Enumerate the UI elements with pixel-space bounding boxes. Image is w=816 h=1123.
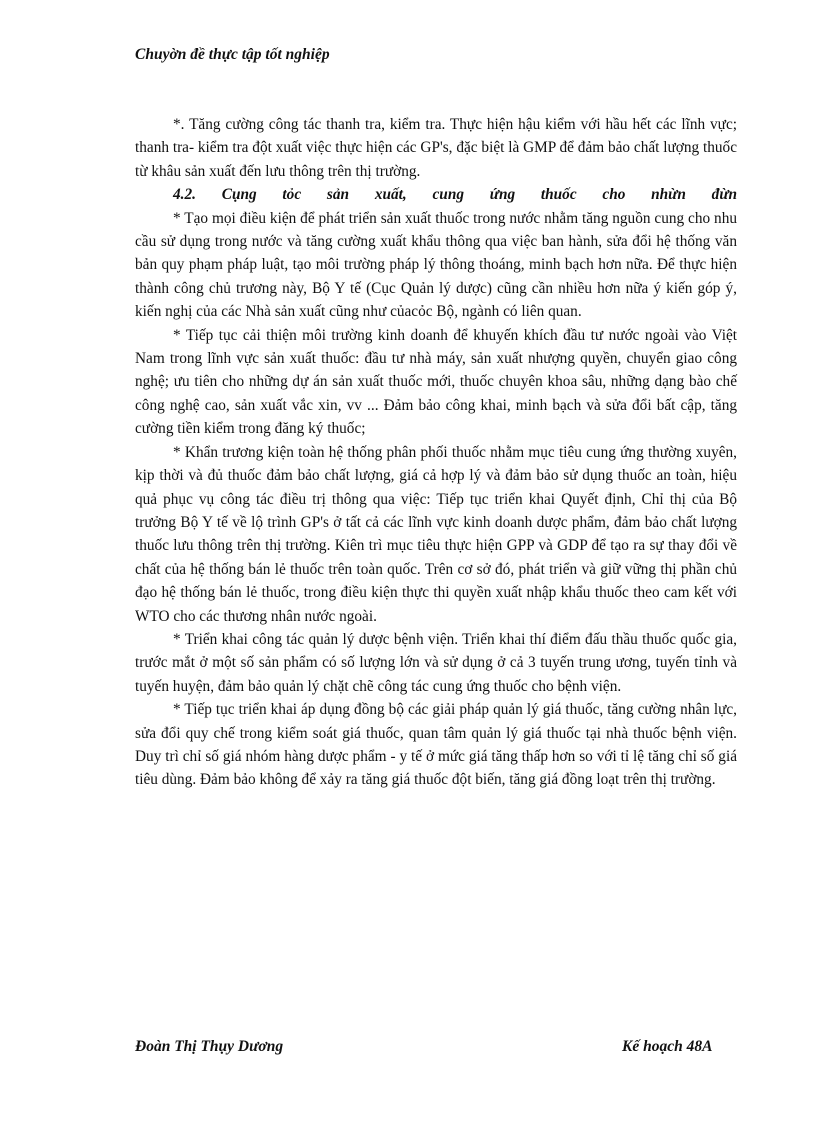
footer-class: Kế hoạch 48A — [622, 1038, 713, 1055]
paragraph-price-management: * Tiếp tục triển khai áp dụng đồng bộ các giải pháp quản lý giá thuốc, tăng cường nhân lực, sửa đổi quy chế trong kiểm soát giá thuốc, quan tâm quản lý giá thuốc tại nhà thuốc bệnh viện. Duy trì chỉ số giá nhóm hàng dược phẩm - y tế ở mức giá tăng thấp hơn so với tỉ lệ tăng chỉ số giá tiêu dùng. Đảm bảo không để xảy ra tăng giá thuốc đột biến, tăng giá đồng loạt trên thị trường. — [135, 701, 737, 789]
paragraph-domestic-production: * Tạo mọi điều kiện để phát triển sản xuất thuốc trong nước nhằm tăng nguồn cung cho nhu cầu sử dụng trong nước và tăng cường xuất khẩu thông qua việc ban hành, sửa đổi hệ thống văn bản quy phạm pháp luật, tạo môi trường pháp lý thông thoáng, minh bạch hơn nữa. Để thực hiện thành công chủ trương này, Bộ Y tế (Cục Quản lý dược) cũng cần nhiều hơn nữa ý kiến góp ý, kiến nghị của các Nhà sản xuất cũng như củacỏc Bộ, ngành có liên quan. — [135, 209, 737, 321]
footer-author: Đoàn Thị Thụy Dương — [135, 1038, 284, 1055]
section-heading-4-2: 4.2. Cụng tỏc sản xuất, cung ứng thuốc cho nhừn đừn — [173, 186, 737, 204]
paragraph-inspection: *. Tăng cường công tác thanh tra, kiểm tra. Thực hiện hậu kiểm với hầu hết các lĩnh vực; thanh tra- kiểm tra đột xuất việc thực hiện các GP's, đặc biệt là GMP để đảm bảo chất lượng thuốc từ khâu sản xuất đến lưu thông trên thị trường. — [135, 116, 737, 180]
running-header: Chuyờn đề thực tập tốt nghiệp — [135, 46, 330, 63]
paragraph-foreign-investment: * Tiếp tục cải thiện môi trường kinh doanh để khuyến khích đầu tư nước ngoài vào Việt Nam trong lĩnh vực sản xuất thuốc: đầu tư nhà máy, sản xuất nhượng quyền, chuyển giao công nghệ; ưu tiên cho những dự án sản xuất thuốc mới, thuốc chuyên khoa sâu, những dạng bào chế công nghệ cao, sản xuất vắc xin, vv ... Đảm bảo công khai, minh bạch và sửa đổi bất cập, tăng cường tiền kiểm trong đăng ký thuốc; — [135, 326, 737, 438]
paragraph-distribution-system: * Khẩn trương kiện toàn hệ thống phân phối thuốc nhằm mục tiêu cung ứng thường xuyên, kịp thời và đủ thuốc đảm bảo chất lượng, giá cả hợp lý và đảm bảo sử dụng thuốc an toàn, hiệu quả phục vụ công tác điều trị thông qua việc: Tiếp tục triển khai Quyết định, Chỉ thị của Bộ trưởng Bộ Y tế về lộ trình GP's ở tất cả các lĩnh vực kinh doanh dược phẩm, đảm bảo chất lượng thuốc lưu thông trên thị trường. Kiên trì mục tiêu thực hiện GPP và GDP để tạo ra sự thay đổi về chất của hệ thống bán lẻ thuốc trên toàn quốc. Trên cơ sở đó, phát triển và giữ vững thị phần chủ đạo hệ thống bán lẻ thuốc, trong điều kiện thực thi quyền xuất nhập khẩu thuốc theo cam kết với WTO cho các thương nhân nước ngoài. — [135, 443, 737, 625]
document-body — [135, 113, 737, 792]
paragraph-hospital-pharmacy: * Triển khai công tác quản lý dược bệnh viện. Triển khai thí điểm đấu thầu thuốc quốc gia, trước mắt ở một số sản phẩm có số lượng lớn và sử dụng ở cả 3 tuyến trung ương, tuyến tỉnh và tuyến huyện, đảm bảo quản lý chặt chẽ công tác cung ứng thuốc cho bệnh viện. — [135, 630, 737, 695]
